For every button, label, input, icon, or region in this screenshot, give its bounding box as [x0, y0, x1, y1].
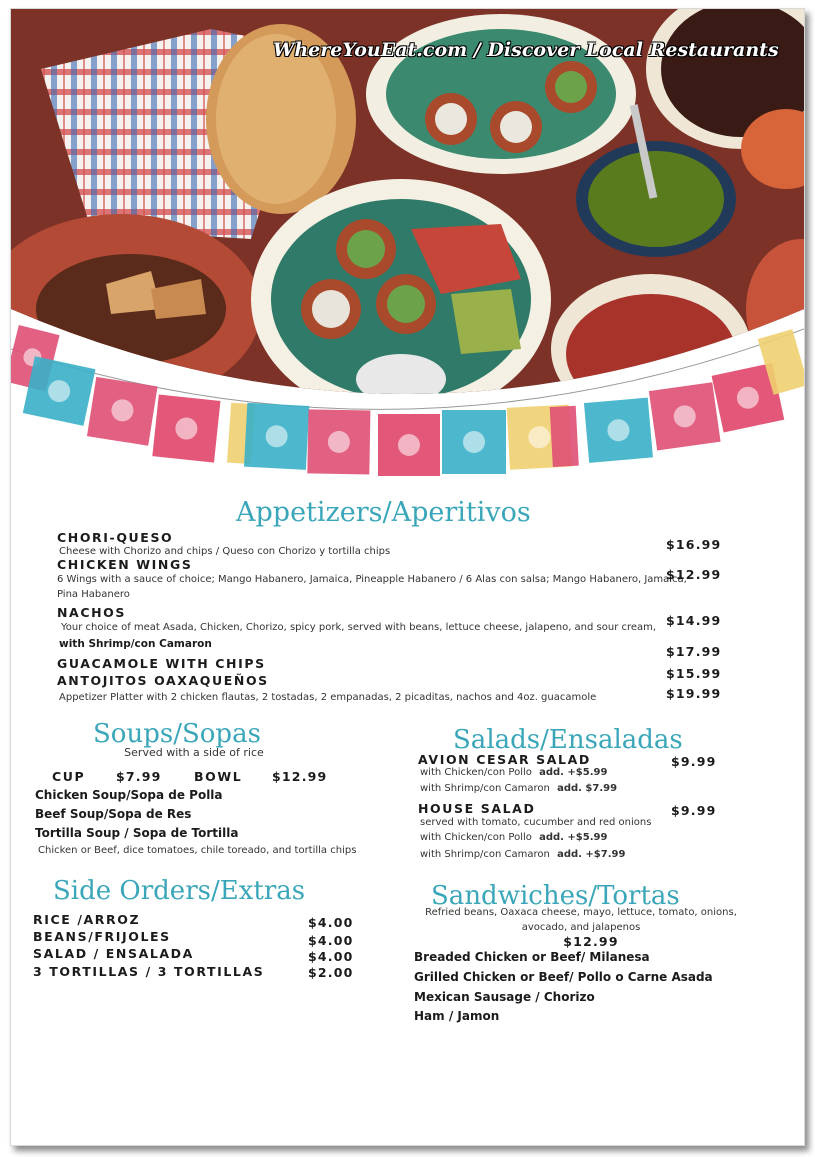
- bowl-label: BOWL: [194, 769, 243, 784]
- item-desc: Pina Habanero: [57, 589, 130, 600]
- watermark-text: WhereYouEat.com / Discover Local Restaurants: [273, 39, 779, 61]
- side-price: $4.00: [308, 949, 354, 964]
- menu-page: [10, 8, 805, 1146]
- soup-item: Beef Soup/Sopa de Res: [35, 807, 192, 821]
- salad-option-text: with Shrimp/con Camaron: [420, 783, 550, 794]
- salad-desc: served with tomato, cucumber and red onions: [420, 817, 652, 828]
- side-name: BEANS/FRIJOLES: [33, 929, 171, 944]
- side-name: RICE /ARROZ: [33, 912, 141, 927]
- salad-option: [420, 849, 625, 860]
- appetizers-heading: Appetizers/Aperitivos: [236, 497, 531, 528]
- item-name: ANTOJITOS OAXAQUEÑOS: [57, 673, 269, 688]
- salads-heading: Salads/Ensaladas: [453, 725, 683, 755]
- sandwiches-price: $12.99: [563, 934, 619, 949]
- salad-option: [420, 832, 607, 843]
- item-price: $16.99: [666, 537, 722, 552]
- bowl-price: $12.99: [272, 769, 328, 784]
- sides-heading: Side Orders/Extras: [53, 876, 306, 906]
- soups-subtitle: Served with a side of rice: [124, 746, 264, 759]
- item-price: $12.99: [666, 567, 722, 582]
- item-desc: Your choice of meat Asada, Chicken, Chorizo, spicy pork, served with beans, lettuce cheese, jalapeno, and sour cream,: [61, 622, 657, 633]
- cup-label: CUP: [52, 769, 86, 784]
- sandwiches-desc: Refried beans, Oaxaca cheese, mayo, lettuce, tomato, onions,: [425, 907, 737, 918]
- side-price: $4.00: [308, 933, 354, 948]
- salad-option: [420, 783, 617, 794]
- item-desc: Appetizer Platter with 2 chicken flautas, 2 tostadas, 2 empanadas, 2 picaditas, nachos and 4oz. guacamole: [59, 692, 597, 703]
- item-name: CHORI-QUESO: [57, 530, 174, 545]
- item-price: $15.99: [666, 666, 722, 681]
- papel-picado-banner: [11, 309, 804, 489]
- salad-option-text: with Chicken/con Pollo: [420, 767, 532, 778]
- salad-option-price: add. $7.99: [557, 783, 618, 794]
- item-price: $19.99: [666, 686, 722, 701]
- salad-price: $9.99: [671, 754, 717, 769]
- salad-option: [420, 767, 607, 778]
- item-name: CHICKEN WINGS: [57, 557, 193, 572]
- sandwich-item: Grilled Chicken or Beef/ Pollo o Carne Asada: [414, 970, 713, 984]
- side-name: SALAD / ENSALADA: [33, 946, 194, 961]
- item-name: with Shrimp/con Camaron: [59, 638, 212, 650]
- soup-item: Chicken Soup/Sopa de Polla: [35, 788, 223, 802]
- sandwich-item: Mexican Sausage / Chorizo: [414, 990, 595, 1004]
- salad-name: AVION CESAR SALAD: [418, 752, 591, 767]
- item-name: NACHOS: [57, 605, 126, 620]
- item-name: GUACAMOLE WITH CHIPS: [57, 656, 266, 671]
- sandwich-item: Ham / Jamon: [414, 1009, 500, 1023]
- salad-option-price: add. +$5.99: [539, 767, 608, 778]
- salad-option-text: with Chicken/con Pollo: [420, 832, 532, 843]
- item-desc: Cheese with Chorizo and chips / Queso con Chorizo y tortilla chips: [59, 546, 391, 557]
- soup-note: Chicken or Beef, dice tomatoes, chile toreado, and tortilla chips: [38, 845, 357, 856]
- item-price: $14.99: [666, 613, 722, 628]
- item-price: $17.99: [666, 644, 722, 659]
- salad-option-price: add. +$7.99: [557, 849, 626, 860]
- soups-heading: Soups/Sopas: [93, 719, 261, 749]
- sandwiches-desc: avocado, and jalapenos: [521, 922, 641, 933]
- sandwich-item: Breaded Chicken or Beef/ Milanesa: [414, 950, 650, 964]
- item-desc: 6 Wings with a sauce of choice; Mango Habanero, Jamaica, Pineapple Habanero / 6 Alas con salsa; Mango Habanero, Jamaica,: [57, 574, 687, 585]
- salad-option-price: add. +$5.99: [539, 832, 608, 843]
- side-price: $2.00: [308, 965, 354, 980]
- sandwiches-heading: Sandwiches/Tortas: [431, 881, 680, 911]
- soup-item: Tortilla Soup / Sopa de Tortilla: [35, 826, 239, 840]
- salad-name: HOUSE SALAD: [418, 801, 536, 816]
- salad-option-text: with Shrimp/con Camaron: [420, 849, 550, 860]
- side-name: 3 TORTILLAS / 3 TORTILLAS: [33, 964, 265, 979]
- cup-price: $7.99: [116, 769, 162, 784]
- side-price: $4.00: [308, 915, 354, 930]
- salad-price: $9.99: [671, 803, 717, 818]
